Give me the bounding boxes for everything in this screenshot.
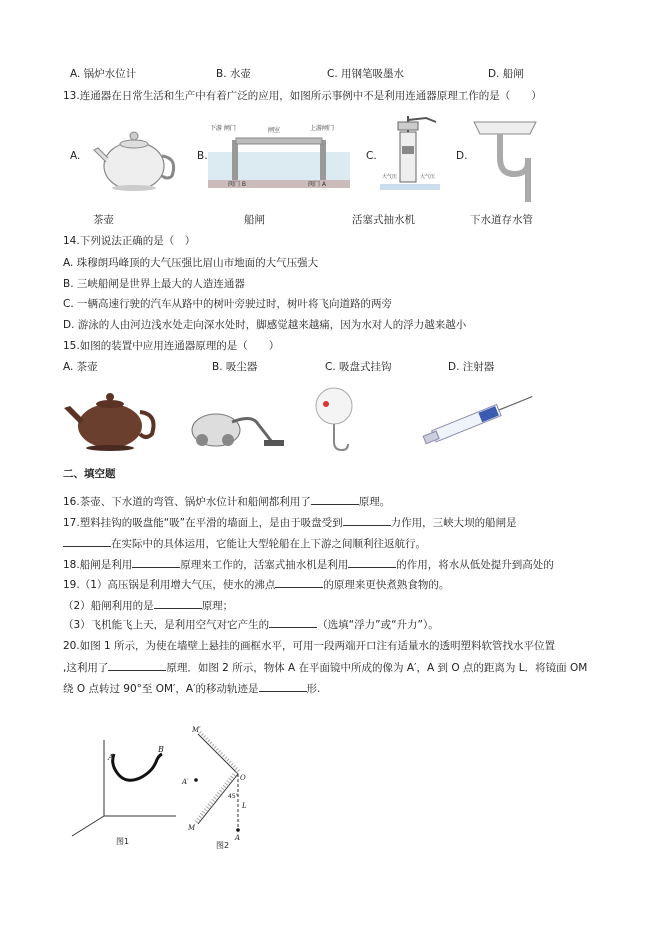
q15-option-c: C. 吸盘式挂钩: [325, 361, 392, 373]
q18-blank-2[interactable]: [348, 566, 396, 568]
q16-line: [63, 494, 390, 509]
q20-line3: [63, 681, 320, 696]
q20-blank-2[interactable]: [259, 690, 307, 692]
q20-blank-1[interactable]: [108, 669, 166, 671]
q14-option-a: A. 珠穆朗玛峰顶的大气压强比眉山市地面的大气压强大: [63, 257, 319, 269]
q13-stem: 13.连通器在日常生活和生产中有着广泛的应用，如图所示事例中不是利用连通器原理工作的是（ ）: [63, 90, 542, 102]
q13-caption-a: 茶壶: [93, 214, 114, 226]
q13-caption-b: 船闸: [244, 214, 265, 226]
q16-post: 原理。: [358, 496, 391, 508]
q13-label-a: A.: [70, 150, 81, 162]
q12-option-c: C. 用钢笔吸墨水: [327, 68, 405, 80]
q15-option-d: D. 注射器: [448, 361, 495, 373]
pump-right-pressure-label: 大气压: [420, 174, 436, 180]
q14-option-c: C. 一辆高速行驶的汽车从路中的树叶旁驶过时，树叶将飞向道路的两旁: [63, 298, 393, 310]
q17-blank-2[interactable]: [63, 545, 111, 547]
fig2-label-m: M: [188, 824, 196, 832]
q18-mid: 原理来工作的，活塞式抽水机是利用: [180, 559, 349, 571]
q19-l2-pre: （2）船闸利用的是: [63, 600, 154, 612]
figure-2: [176, 724, 276, 850]
q17-line2: [63, 536, 426, 551]
syringe-figure: [420, 384, 538, 450]
q20-l2-pre: ,这利用了: [63, 662, 109, 674]
q12-option-b: B. 水壶: [216, 68, 251, 80]
q13-caption-c: 活塞式抽水机: [352, 214, 415, 226]
q15-option-b: B. 吸尘器: [212, 361, 258, 373]
q12-option-d: D. 船闸: [488, 68, 524, 80]
q13-label-d: D.: [456, 150, 468, 162]
q18-line: [63, 557, 554, 572]
q20-line1: 20.如图 1 所示，为使在墙壁上悬挂的画框水平，可用一段两端开口注有适量水的透明塑料软管找水平位置: [63, 640, 556, 652]
q20-line2: [63, 660, 587, 675]
q19-blank-3[interactable]: [269, 626, 317, 628]
q17-mid: 力作用，三峡大坝的船闸是: [390, 517, 517, 529]
q17-pre: 17.塑料挂钩的吸盘能“吸”在平滑的墙面上，是由于吸盘受到: [63, 517, 343, 529]
fig2-label-angle: 45°: [228, 793, 239, 800]
q15-stem: 15.如图的装置中应用连通器原理的是（ ）: [63, 340, 280, 352]
q13-caption-d: 下水道存水管: [470, 214, 533, 226]
q20-l3-pre: 绕 O 点转过 90°至 OM′，A′的移动轨迹是: [63, 683, 259, 695]
q12-option-a: A. 锅炉水位计: [70, 68, 137, 80]
clay-teapot-figure: [62, 382, 160, 454]
lock-valve-b-label: 阀门 B: [228, 181, 247, 188]
q19-l3-pre: （3）飞机能飞上天，是利用空气对它产生的: [63, 619, 270, 631]
q16-pre: 16.茶壶、下水道的弯管、锅炉水位计和船闸都利用了: [63, 496, 311, 508]
q14-option-b: B. 三峡船闸是世界上最大的人造连通器: [63, 278, 245, 290]
q17-line1: [63, 515, 517, 530]
figure-1: [66, 736, 178, 848]
fig2-label-m-prime: M′: [192, 726, 201, 734]
q18-post: 的作用，将水从低处提升到高处的: [396, 559, 554, 571]
fig1-label-a: A: [108, 753, 114, 762]
q18-blank-1[interactable]: [132, 566, 180, 568]
lock-up-gate-label: 上游闸门: [310, 125, 335, 132]
q13-label-c: C.: [366, 150, 377, 162]
q19-line1: [63, 577, 449, 592]
pump-left-pressure-label: 大气压: [382, 174, 398, 180]
q14-option-d: D. 游泳的人由河边浅水处走向深水处时，脚感觉越来越痛，因为水对人的浮力越来越小: [63, 319, 467, 331]
vacuum-cleaner-figure: [188, 384, 284, 452]
q16-blank[interactable]: [311, 503, 359, 505]
q19-l1-post: 的原理来更快煮熟食物的。: [323, 579, 450, 591]
fig2-label-a-prime: A′: [182, 778, 189, 786]
q14-stem: 14.下列说法正确的是（ ）: [63, 235, 196, 247]
q19-l3-post: （选填“浮力”或“升力”）。: [317, 619, 439, 631]
fig2-caption: 图2: [216, 841, 230, 850]
q19-l2-post: 原理；: [201, 600, 234, 612]
suction-hook-figure: [310, 384, 358, 454]
q19-blank-2[interactable]: [154, 607, 202, 609]
q17-post: 在实际中的具体运用，它能让大型轮船在上下游之间顺利往返航行。: [111, 538, 426, 550]
fig2-label-a: A: [235, 834, 241, 842]
drain-trap-figure: [470, 118, 540, 202]
q13-label-b: B.: [197, 150, 208, 162]
fig1-caption: 图1: [116, 837, 130, 846]
fig2-label-l: L: [242, 802, 247, 810]
lock-valve-a-label: 阀门 A: [308, 181, 327, 188]
q20-l2-post: 原理．如图 2 所示，物体 A 在平面镜中所成的像为 A′，A 到 O 点的距离为 L．将镜面 OM: [166, 662, 588, 674]
q17-blank-1[interactable]: [343, 524, 391, 526]
lock-chamber-label: 闸室: [268, 127, 281, 134]
piston-pump-figure: [380, 112, 440, 192]
teapot-figure: [92, 118, 180, 194]
q19-line3: [63, 617, 439, 632]
q19-line2: [63, 598, 233, 613]
q20-l3-post: 形.: [306, 683, 321, 695]
section-title: 二、填空题: [63, 468, 116, 480]
q19-blank-1[interactable]: [275, 586, 323, 588]
lock-down-gate-label: 下游 闸门: [210, 125, 236, 132]
q18-pre: 18.船闸是利用: [63, 559, 133, 571]
q15-option-a: A. 茶壶: [63, 361, 98, 373]
ship-lock-figure: [208, 122, 350, 188]
q19-l1-pre: 19.（1）高压锅是利用增大气压，使水的沸点: [63, 579, 276, 591]
fig1-label-b: B: [158, 745, 164, 754]
fig2-label-o: O: [240, 774, 246, 782]
